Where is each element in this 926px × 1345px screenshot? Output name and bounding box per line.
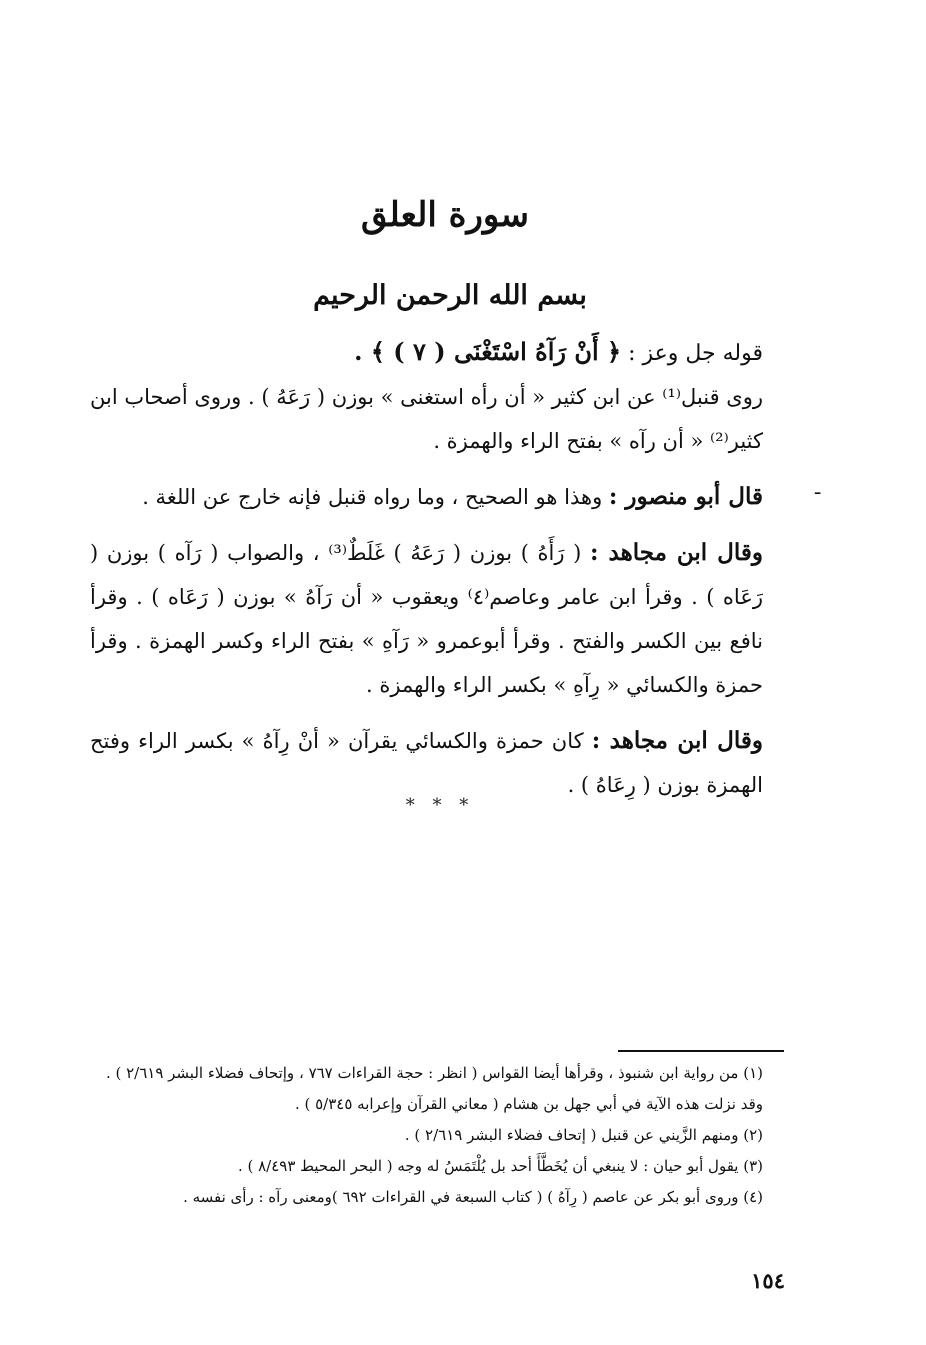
footnote: (٣) يقول أبو حيان : لا ينبغي أن يُخَطَّأَ أحد بل يُلْتَمَسُ له وجه ( البحر المحيط ٨/٤٩٣ ) . — [237, 1157, 763, 1175]
footnotes — [80, 1058, 763, 1213]
surah-title: سورة العلق — [361, 195, 529, 235]
footnote: وقد نزلت هذه الآية في أبي جهل بن هشام ( معاني القرآن وإعرابه ٥/٣٤٥ ) . — [294, 1095, 763, 1113]
footnote-rule — [618, 1050, 784, 1052]
page-number: ١٥٤ — [751, 1268, 785, 1293]
paragraph-text: ( رَأَهُ ) بوزن ( رَعَهُ ) غَلَطٌ⁽³⁾ ، والصواب ( رَآه ) بوزن ( رَعَاه ) . وقرأ ابن عامر وعاصم⁽٤⁾ ويعقوب « أن رَآهُ » بوزن ( رَعَاه ) . وقرأ نافع بين الكسر والفتح . وقرأ أبوعمرو « رَآهِ » بفتح الراء وكسر الهمزة . وقرأ حمزة والكسائي « رِآهِ » بكسر الراء والهمزة . — [90, 541, 763, 697]
paragraph — [90, 719, 763, 807]
paragraph — [90, 475, 763, 519]
paragraph-text: كان حمزة والكسائي يقرآن « أنْ رِآهُ » بكسر الراء وفتح الهمزة بوزن ( رِعَاهُ ) . — [90, 729, 763, 797]
speaker: وقال ابن مجاهد : — [590, 539, 763, 566]
paragraph-text: روى قنبل⁽¹⁾ عن ابن كثير « أن رأه استغنى » بوزن ( رَعَهُ ) . وروى أصحاب ابن كثير⁽²⁾ « أن رآه » بفتح الراء والهمزة . — [90, 385, 764, 453]
verse-text: ﴿ أَنْ رَآهُ اسْتَغْنَى ( ٧ ) ﴾ . — [354, 337, 622, 366]
speaker: قال أبو منصور : — [608, 483, 763, 510]
footnote: (٤) وروى أبو بكر عن عاصم ( رِآهُ ) ( كتاب السبعة في القراءات ٦٩٢ )ومعنى رآه : رأى نفسه . — [183, 1188, 763, 1206]
paragraph — [90, 375, 763, 463]
speaker: وقال ابن مجاهد : — [591, 727, 763, 754]
verse-intro: قوله جل وعز : — [628, 341, 763, 366]
paragraph-text: وهذا هو الصحيح ، وما رواه قنبل فإنه خارج عن اللغة . — [142, 485, 603, 509]
basmala: بسم الله الرحمن الرحيم — [313, 280, 587, 311]
footnote: (٢) ومنهم الزَّيني عن قنبل ( إتحاف فضلاء البشر ٢/٦١٩ ) . — [404, 1126, 763, 1144]
footnote: (١) من رواية ابن شنبوذ ، وقرأها أيضا القواس ( انظر : حجة القراءات ٧٦٧ ، وإتحاف فضلاء البشر ٢/٦١٩ ) . — [105, 1064, 763, 1082]
section-separator: * * * — [405, 795, 475, 816]
commentary — [90, 375, 763, 819]
paragraph — [90, 531, 763, 707]
margin-mark: ـ — [815, 478, 821, 499]
